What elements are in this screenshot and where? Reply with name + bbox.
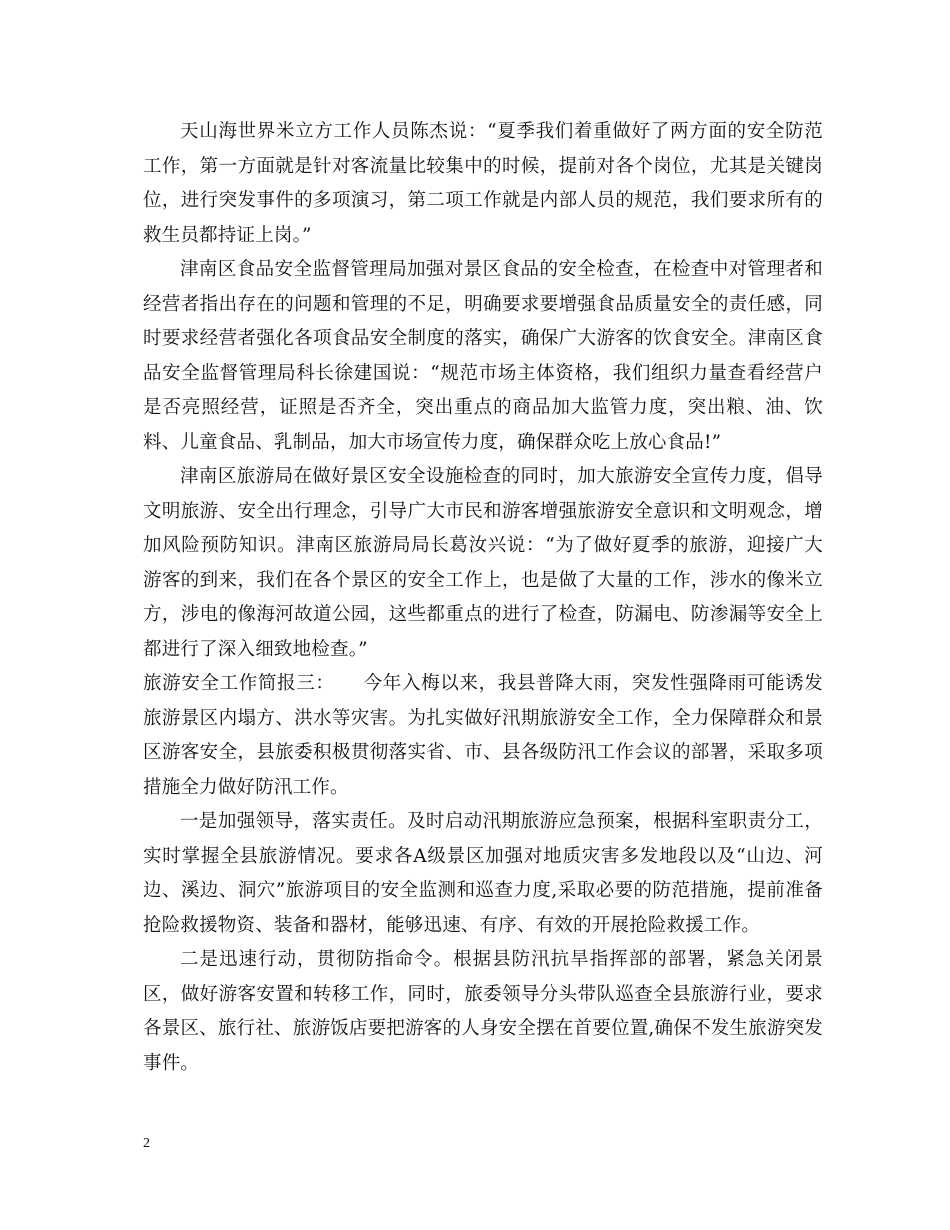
paragraph-tourism-bureau: 津南区旅游局在做好景区安全设施检查的同时，加大旅游安全宣传力度，倡导文明旅游、安全出行理念，引导广大市民和游客增强旅游安全意识和文明观念，增加风险预防知识。津南区旅游局局长葛汝兴说：“为了做好夏季的旅游，迎接广大游客的到来，我们在各个景区的安全工作上，也是做了大量的工作，涉水的像米立方，涉电的像海河故道公园，这些都重点的进行了检查，防漏电、防渗漏等安全上都进行了深入细致地检查。” — [143, 466, 823, 660]
document-body — [143, 115, 823, 1081]
paragraph-chen-jie-quote: 天山海世界米立方工作人员陈杰说：“夏季我们着重做好了两方面的安全防范工作，第一方面就是针对客流量比较集中的时候，提前对各个岗位，尤其是关键岗位，进行突发事件的多项演习，第二项工作就是内部人员的规范，我们要求所有的救生员都持证上岗。” — [143, 121, 823, 246]
paragraph-food-safety: 津南区食品安全监督管理局加强对景区食品的安全检查，在检查中对管理者和经营者指出存在的问题和管理的不足，明确要求要增强食品质量安全的责任感，同时要求经营者强化各项食品安全制度的落实，确保广大游客的饮食安全。津南区食品安全监督管理局科长徐建国说：“规范市场主体资格，我们组织力量查看经营户是否亮照经营，证照是否齐全，突出重点的商品加大监管力度，突出粮、油、饮料、儿童食品、乳制品，加大市场宣传力度，确保群众吃上放心食品!” — [143, 259, 823, 453]
paragraph-point-two: 二是迅速行动，贯彻防指命令。根据县防汛抗旱指挥部的部署，紧急关闭景区，做好游客安置和转移工作，同时，旅委领导分头带队巡查全县旅游行业，要求各景区、旅行社、旅游饭店要把游客的人身安全摆在首要位置,确保不发生旅游突发事件。 — [143, 949, 823, 1074]
page-number: 2 — [143, 1136, 150, 1151]
paragraph-briefing-three: 旅游安全工作简报三： 今年入梅以来，我县普降大雨，突发性强降雨可能诱发旅游景区内塌方、洪水等灾害。为扎实做好汛期旅游安全工作，全力保障群众和景区游客安全，县旅委积极贯彻落实省、市、县各级防汛工作会议的部署，采取多项措施全力做好防汛工作。 — [143, 673, 823, 798]
paragraph-point-one: 一是加强领导，落实责任。及时启动汛期旅游应急预案，根据科室职责分工，实时掌握全县旅游情况。要求各A级景区加强对地质灾害多发地段以及“山边、河边、溪边、洞穴”旅游项目的安全监测和巡查力度,采取必要的防范措施，提前准备抢险救援物资、装备和器材，能够迅速、有序、有效的开展抢险救援工作。 — [143, 811, 823, 936]
